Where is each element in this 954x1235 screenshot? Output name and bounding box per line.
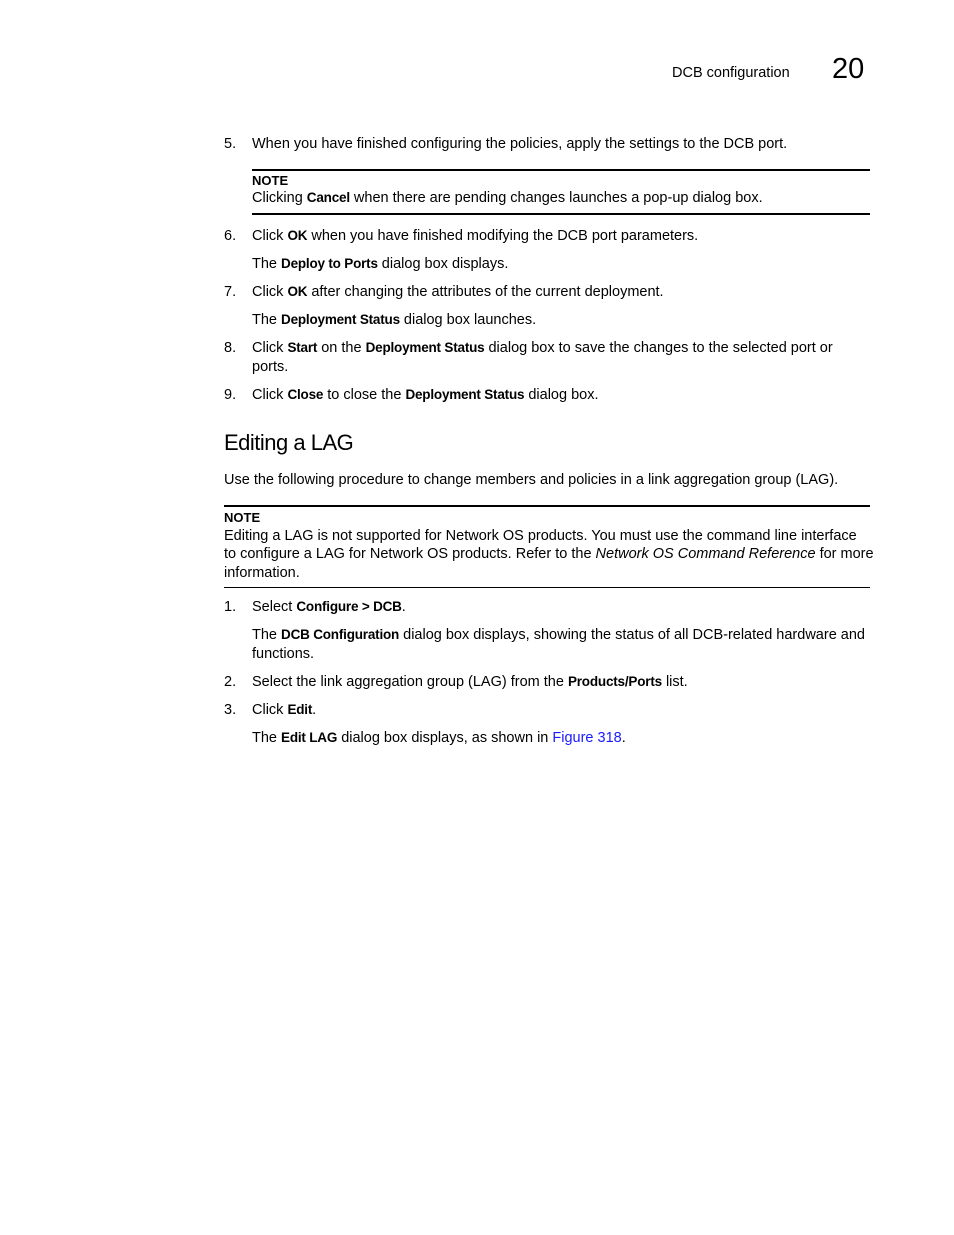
step-result: The DCB Configuration dialog box displays, showing the status of all DCB-related hardware and: [252, 627, 865, 643]
note-text: Clicking Cancel when there are pending changes launches a pop-up dialog box.: [252, 190, 763, 206]
step-number: 2.: [224, 674, 237, 690]
step-number: 6.: [224, 228, 237, 244]
section-heading: Editing a LAG: [224, 430, 354, 455]
note-text-line2: to configure a LAG for Network OS products. Refer to the Network OS Command Reference for more: [224, 546, 874, 562]
deployment-status-ui-term: Deployment Status: [365, 340, 485, 355]
deploy-to-ports-ui-term: Deploy to Ports: [281, 256, 378, 271]
note-bottom-rule: [224, 587, 870, 588]
step-text: Click Close to close the Deployment Status dialog box.: [252, 387, 599, 403]
dcb-configuration-ui-term: DCB Configuration: [281, 627, 400, 642]
note-label: NOTE: [224, 510, 261, 525]
step-text: Select Configure > DCB.: [252, 599, 406, 615]
note-label: NOTE: [252, 173, 289, 188]
step-text: Click Start on the Deployment Status dialog box to save the changes to the selected port or: [252, 340, 833, 356]
step-number: 7.: [224, 284, 237, 300]
step-text: Select the link aggregation group (LAG) from the Products/Ports list.: [252, 674, 688, 690]
step-number: 1.: [224, 599, 237, 615]
ok-ui-term: OK: [287, 284, 308, 299]
running-header-section: DCB configuration: [672, 65, 790, 81]
step-number: 5.: [224, 136, 237, 152]
close-ui-term: Close: [287, 387, 324, 402]
deployment-status-ui-term: Deployment Status: [281, 312, 400, 327]
deployment-status-ui-term: Deployment Status: [405, 387, 525, 402]
step-number: 9.: [224, 387, 237, 403]
reference-title: Network OS Command Reference: [595, 546, 816, 562]
section-intro: Use the following procedure to change members and policies in a link aggregation group (LAG).: [224, 472, 839, 488]
chapter-number: 20: [832, 53, 865, 85]
edit-ui-term: Edit: [287, 702, 313, 717]
edit-lag-ui-term: Edit LAG: [281, 730, 338, 745]
step-text: When you have finished configuring the policies, apply the settings to the DCB port.: [252, 136, 788, 152]
step-text-continued: ports.: [252, 359, 289, 375]
step-number: 8.: [224, 340, 237, 356]
step-number: 3.: [224, 702, 237, 718]
note-top-rule: [252, 169, 870, 171]
note-text-line1: Editing a LAG is not supported for Network OS products. You must use the command line interface: [224, 528, 857, 544]
ok-ui-term: OK: [287, 228, 308, 243]
cancel-ui-term: Cancel: [306, 190, 350, 205]
note-top-rule: [224, 505, 870, 507]
note-bottom-rule: [252, 213, 870, 215]
step-result: The Edit LAG dialog box displays, as shown in Figure 318.: [252, 730, 626, 746]
step-text: Click Edit.: [252, 702, 317, 718]
step-result-continued: functions.: [252, 646, 315, 662]
step-text: Click OK after changing the attributes of the current deployment.: [252, 284, 664, 300]
figure-318-link[interactable]: Figure 318: [552, 730, 622, 746]
start-ui-term: Start: [287, 340, 318, 355]
note-text-line3: information.: [224, 565, 300, 581]
products-ports-ui-term: Products/Ports: [567, 674, 662, 689]
configure-dcb-ui-term: Configure > DCB: [296, 599, 402, 614]
step-result: The Deployment Status dialog box launches.: [252, 312, 537, 328]
step-result: The Deploy to Ports dialog box displays.: [252, 256, 509, 272]
step-text: Click OK when you have finished modifying the DCB port parameters.: [252, 228, 699, 244]
